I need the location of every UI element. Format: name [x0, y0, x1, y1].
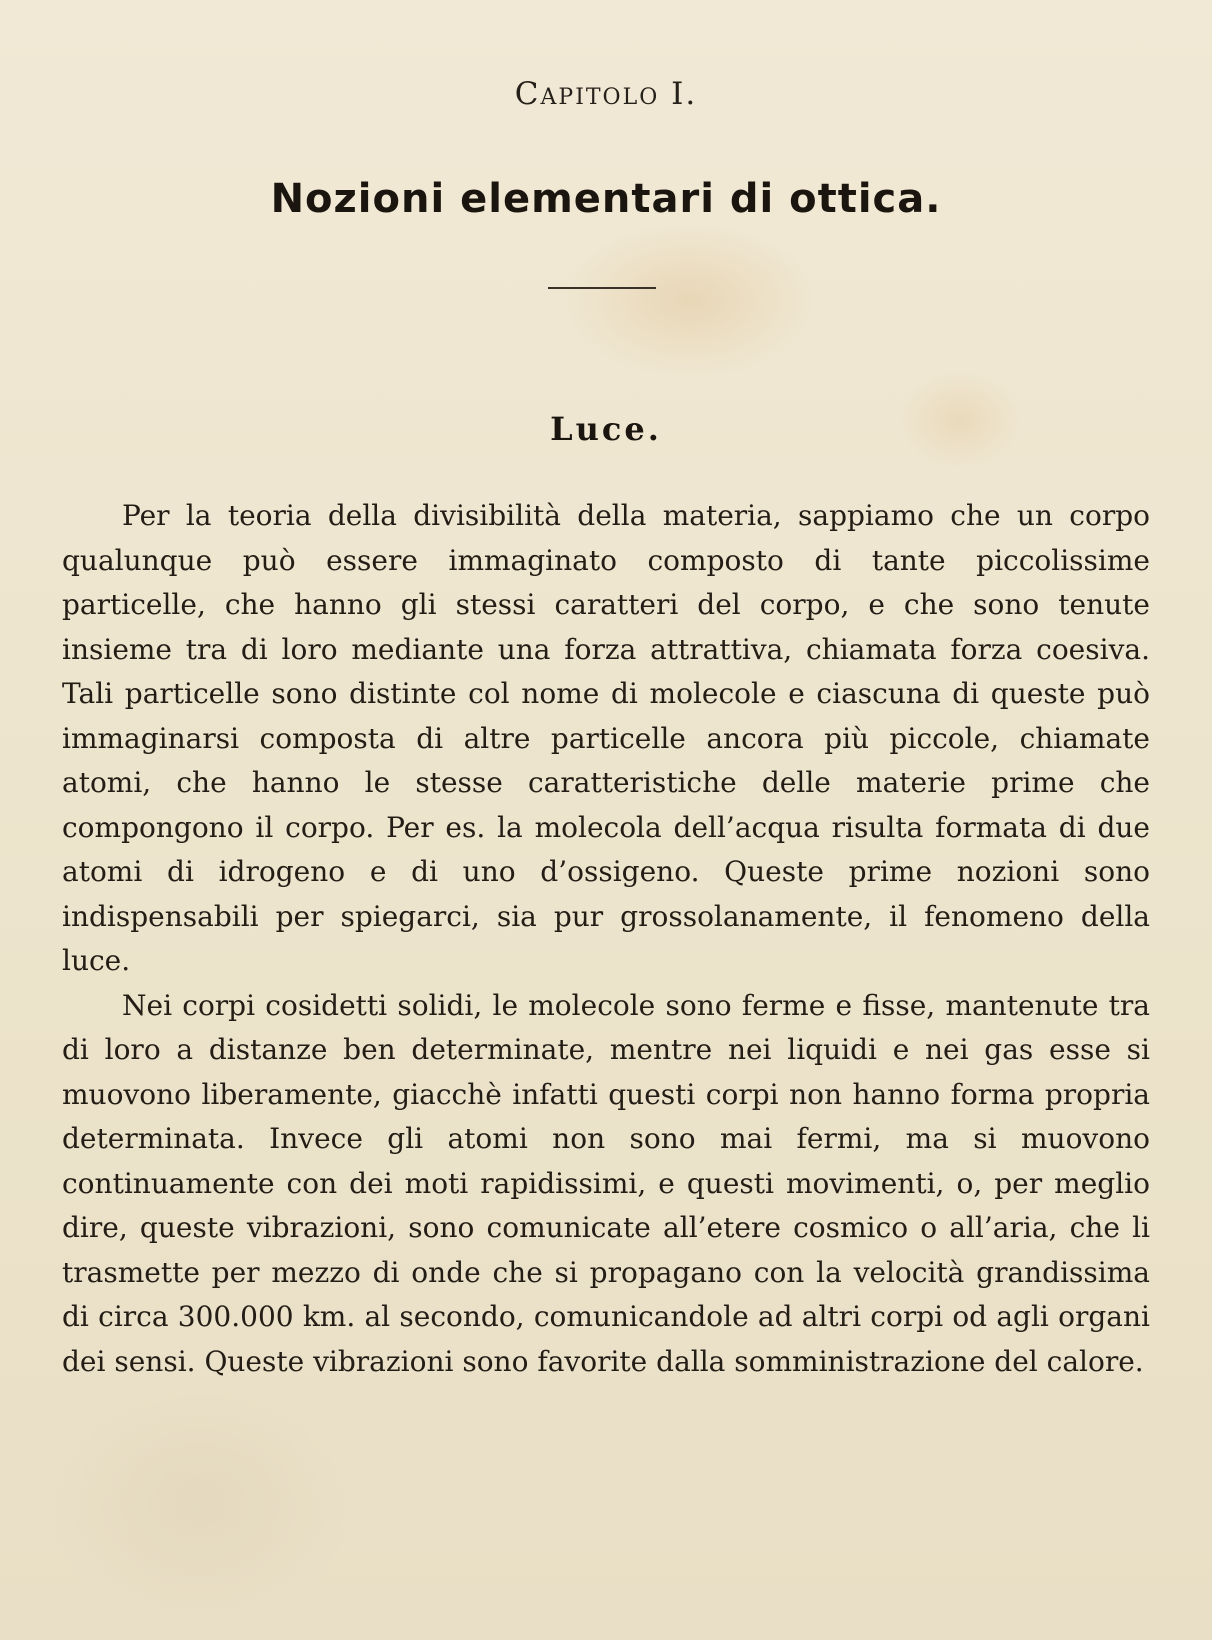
section-heading: Luce.	[550, 410, 662, 448]
title-divider	[548, 287, 656, 289]
paragraph-1: Per la teoria della divisibilità della materia, sappiamo che un corpo qualunque può essere immaginato composto di tante piccolissime particelle, che hanno gli stessi caratteri del corpo, e che sono tenute insieme tra di loro mediante una forza attrattiva, chiamata forza coesiva. Tali particelle sono distinte col nome di molecole e ciascuna di queste può immaginarsi composta di altre particelle ancora più piccole, chiamate atomi, che hanno le stesse caratteristiche delle materie prime che compongono il corpo. Per es. la molecola dell’acqua risulta formata di due atomi di idrogeno e di uno d’ossigeno. Queste prime nozioni sono indispensabili per spiegarci, sia pur grossolanamente, il fenomeno della luce.	[62, 499, 1150, 977]
chapter-title: Nozioni elementari di ottica.	[270, 176, 942, 222]
chapter-label: Capitolo I.	[514, 76, 698, 112]
body-text	[62, 494, 1150, 1384]
paragraph-2: Nei corpi cosidetti solidi, le molecole sono ferme e fisse, mantenute tra di loro a distanze ben determinate, mentre nei liquidi e nei gas esse si muovono liberamente, giacchè infatti questi corpi non hanno forma propria determinata. Invece gli atomi non sono mai fermi, ma si muovono continuamente con dei moti rapidissimi, e questi movimenti, o, per meglio dire, queste vibrazioni, sono comunicate all’etere cosmico o all’aria, che li trasmette per mezzo di onde che si propagano con la velocità grandissima di circa 300.000 km. al secondo, comunicandole ad altri corpi od agli organi dei sensi. Queste vibrazioni sono favorite dalla somministrazione del calore.	[62, 988, 1150, 1378]
